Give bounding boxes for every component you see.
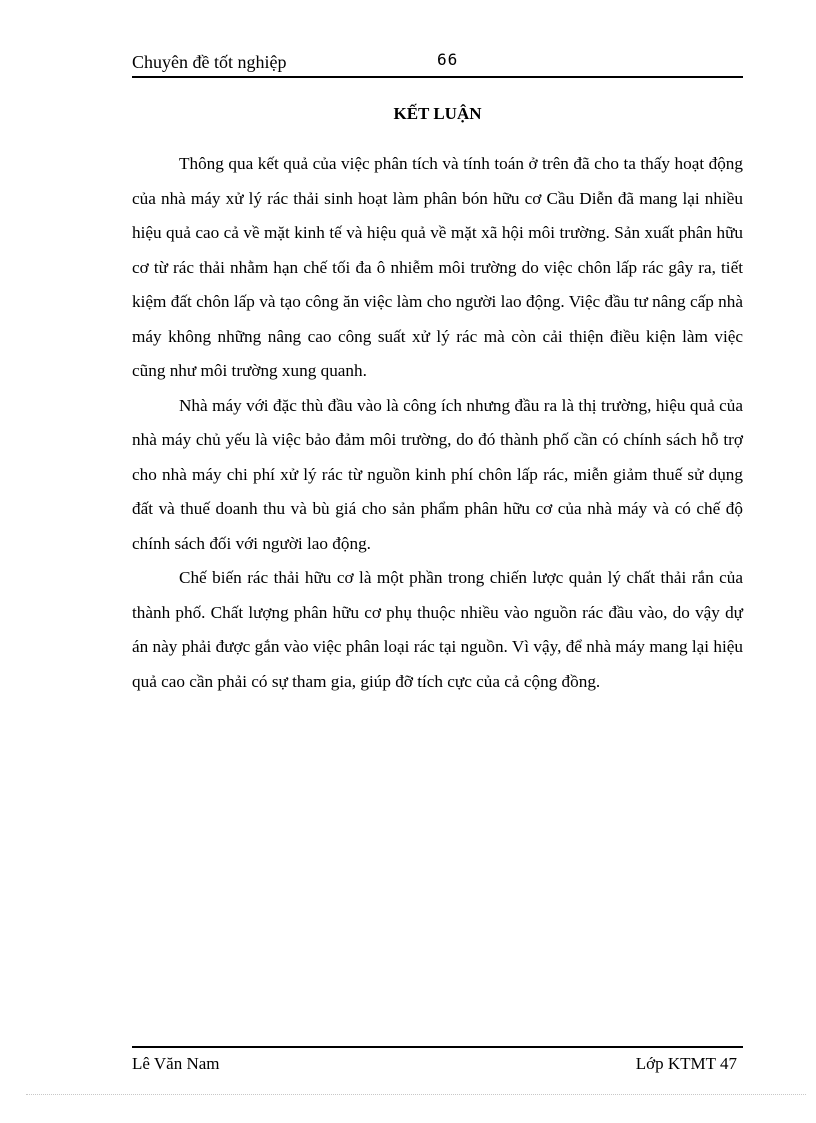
page-header	[132, 50, 743, 78]
footer-author: Lê Văn Nam	[132, 1054, 220, 1073]
body-text	[132, 147, 743, 699]
paragraph-3: Chế biến rác thải hữu cơ là một phần trong chiến lược quản lý chất thải rắn của thành phố. Chất lượng phân hữu cơ phụ thuộc nhiều vào nguồn rác đầu vào, do vậy dự án này phải được gắn vào việc phân loại rác tại nguồn. Vì vậy, để nhà máy mang lại hiệu quả cao cần phải có sự tham gia, giúp đỡ tích cực của cả cộng đồng.	[132, 568, 743, 691]
paragraph-2: Nhà máy với đặc thù đầu vào là công ích nhưng đầu ra là thị trường, hiệu quả của nhà máy chủ yếu là việc bảo đảm môi trường, do đó thành phố cần có chính sách hỗ trợ cho nhà máy chi phí xử lý rác từ nguồn kinh phí chôn lấp rác, miễn giảm thuế sử dụng đất và thuế doanh thu và bù giá cho sản phẩm phân hữu cơ của nhà máy và có chế độ chính sách đối với người lao động.	[132, 395, 743, 553]
footer-class: Lớp KTMT 47	[635, 1054, 737, 1073]
section-heading: KẾT LUẬN	[393, 104, 482, 123]
header-title: Chuyên đề tốt nghiệp	[132, 52, 287, 72]
page-footer	[132, 1046, 743, 1076]
page-edge-divider	[26, 1094, 806, 1095]
paragraph-1: Thông qua kết quả của việc phân tích và tính toán ở trên đã cho ta thấy hoạt động của nhà máy xử lý rác thải sinh hoạt làm phân bón hữu cơ Cầu Diễn đã mang lại nhiều hiệu quả cao cả về mặt kinh tế và hiệu quả về mặt xã hội môi trường. Sản xuất phân hữu cơ từ rác thải nhằm hạn chế tối đa ô nhiễm môi trường do việc chôn lấp rác gây ra, tiết kiệm đất chôn lấp và tạo công ăn việc làm cho người lao động. Việc đầu tư nâng cấp nhà máy không những nâng cao công suất xử lý rác mà còn cải thiện điều kiện làm việc cũng như môi trường xung quanh.	[132, 154, 743, 380]
page-number: 66	[437, 50, 459, 69]
